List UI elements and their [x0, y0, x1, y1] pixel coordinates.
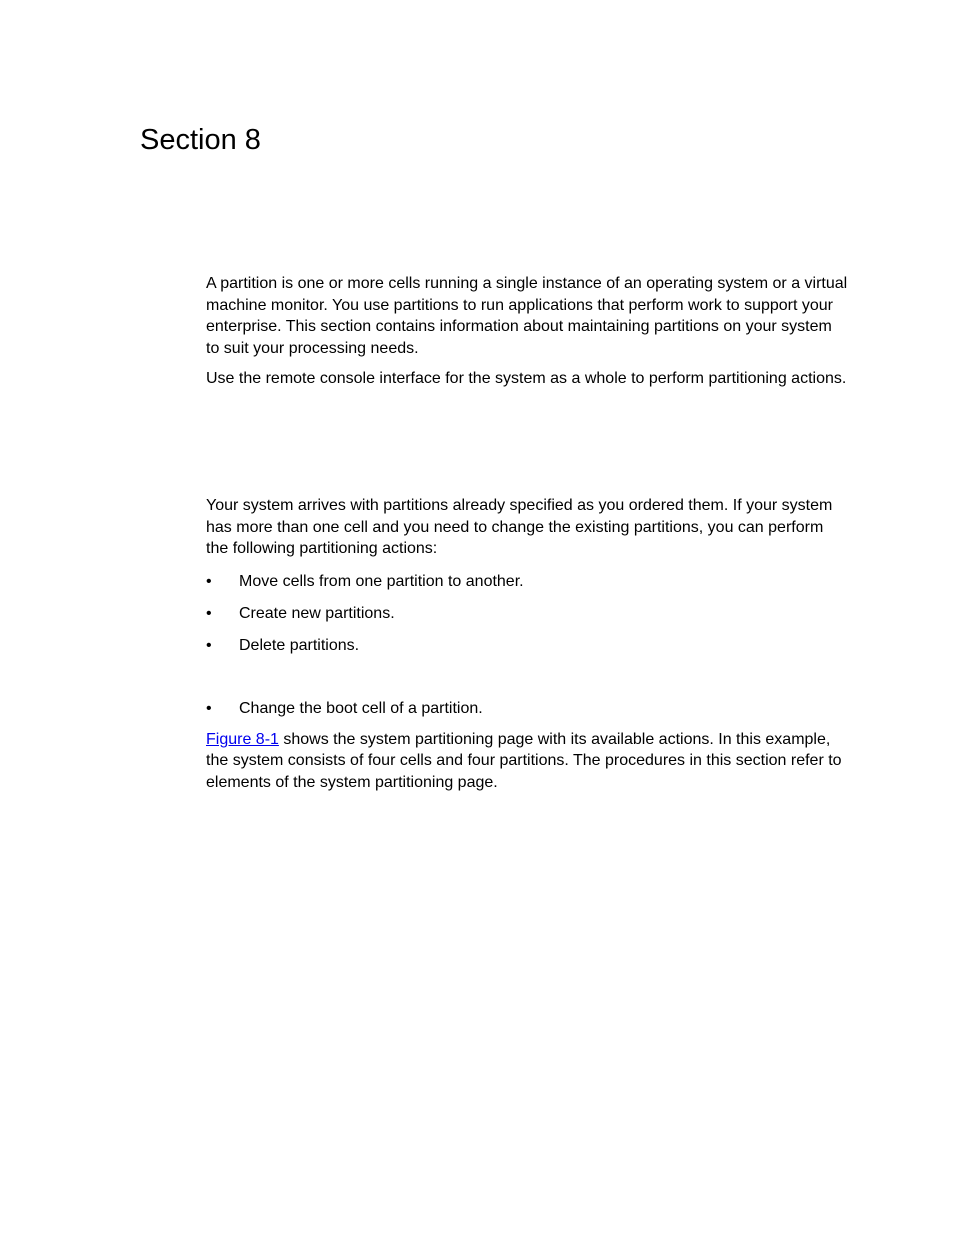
list-item-text: Create new partitions.	[239, 605, 395, 623]
figure-reference-text: shows the system partitioning page with its available actions. In this example, the system consists of four cells and four partitions. The procedures in this section refer to elements of the system partitioning page.	[206, 730, 842, 792]
list-item	[206, 603, 848, 625]
intro-paragraph-1: A partition is one or more cells running a single instance of an operating system or a virtual machine monitor. You use partitions to run applications that perform work to support your enterprise. This section contains information about maintaining partitions on your system to suit your processing needs.	[206, 275, 848, 358]
list-item	[206, 571, 848, 593]
list-item	[206, 635, 848, 657]
intro-paragraph-2: Use the remote console interface for the system as a whole to perform partitioning actions.	[206, 370, 847, 388]
actions-list-continued	[206, 698, 848, 720]
actions-block	[206, 495, 848, 667]
bullet-icon: •	[206, 700, 212, 717]
figure-block	[206, 698, 848, 794]
actions-paragraph: Your system arrives with partitions already specified as you ordered them. If your system has more than one cell and you need to change the existing partitions, you can perform the following partitioning actions:	[206, 497, 833, 558]
list-item-text: Change the boot cell of a partition.	[239, 700, 483, 717]
list-item-text: Delete partitions.	[239, 637, 360, 655]
bullet-icon: •	[206, 605, 212, 623]
figure-reference-paragraph	[206, 729, 848, 794]
section-heading: Section 8	[140, 124, 261, 156]
actions-list	[206, 571, 848, 657]
figure-8-1-link[interactable]: Figure 8-1	[206, 730, 279, 748]
bullet-icon: •	[206, 573, 212, 591]
intro-block	[206, 273, 848, 390]
bullet-icon: •	[206, 637, 212, 655]
list-item-text: Move cells from one partition to another.	[239, 573, 524, 591]
list-item	[206, 698, 848, 720]
